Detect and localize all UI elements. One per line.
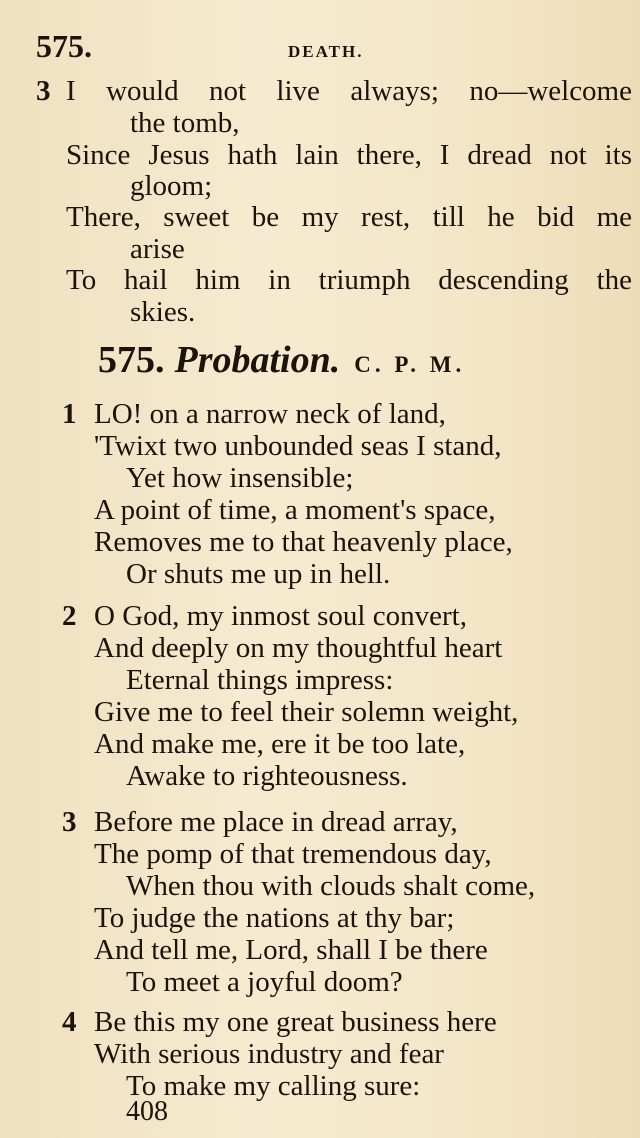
stanza-line: Awake to righteousness. [126, 760, 408, 792]
page-number: 408 [126, 1096, 168, 1127]
stanza-line: Give me to feel their solemn weight, [94, 696, 519, 728]
stanza-number: 4 [62, 1006, 77, 1038]
stanza-line: And deeply on my thoughtful heart [94, 632, 503, 664]
stanza-line: Yet how insensible; [126, 462, 354, 494]
running-header-title: DEATH. [288, 42, 364, 61]
prev-stanza-line: I would not live always; no—welcome [66, 75, 632, 107]
stanza-line: To make my calling sure: [126, 1070, 421, 1102]
prev-stanza-line: Since Jesus hath lain there, I dread not its [66, 139, 632, 171]
hymn-title: Probation. [174, 339, 341, 381]
hymn-number: 575. [98, 339, 165, 381]
stanza-line: LO! on a narrow neck of land, [94, 398, 446, 430]
prev-stanza-line: There, sweet be my rest, till he bid me [66, 201, 632, 233]
stanza-line: Before me place in dread array, [94, 806, 458, 838]
hymn-heading [98, 338, 465, 382]
stanza-line: And tell me, Lord, shall I be there [94, 934, 488, 966]
hymn-meter: C. P. M. [354, 352, 466, 377]
stanza-line: Or shuts me up in hell. [126, 558, 391, 590]
stanza-number: 3 [62, 806, 77, 838]
stanza-number: 2 [62, 600, 77, 632]
stanza-line: Removes me to that heavenly place, [94, 526, 513, 558]
prev-stanza-line: arise [130, 233, 185, 265]
stanza-line: Eternal things impress: [126, 664, 394, 696]
stanza-line: When thou with clouds shalt come, [126, 870, 536, 902]
stanza-line: A point of time, a moment's space, [94, 494, 496, 526]
running-header-number: 575. [36, 28, 92, 64]
stanza-line: Be this my one great business here [94, 1006, 497, 1038]
prev-stanza-line: the tomb, [130, 107, 240, 139]
stanza-line: O God, my inmost soul convert, [94, 600, 467, 632]
stanza-line: To judge the nations at thy bar; [94, 902, 455, 934]
stanza-line: The pomp of that tremendous day, [94, 838, 492, 870]
prev-stanza-number: 3 [36, 75, 51, 107]
stanza-line: To meet a joyful doom? [126, 966, 403, 998]
stanza-line: With serious industry and fear [94, 1038, 444, 1070]
stanza-line: 'Twixt two unbounded seas I stand, [94, 430, 502, 462]
prev-stanza-line: gloom; [130, 170, 213, 202]
stanza-line: And make me, ere it be too late, [94, 728, 466, 760]
prev-stanza-line: To hail him in triumph descending the [66, 264, 632, 296]
stanza-number: 1 [62, 398, 77, 430]
prev-stanza-line: skies. [130, 296, 196, 328]
